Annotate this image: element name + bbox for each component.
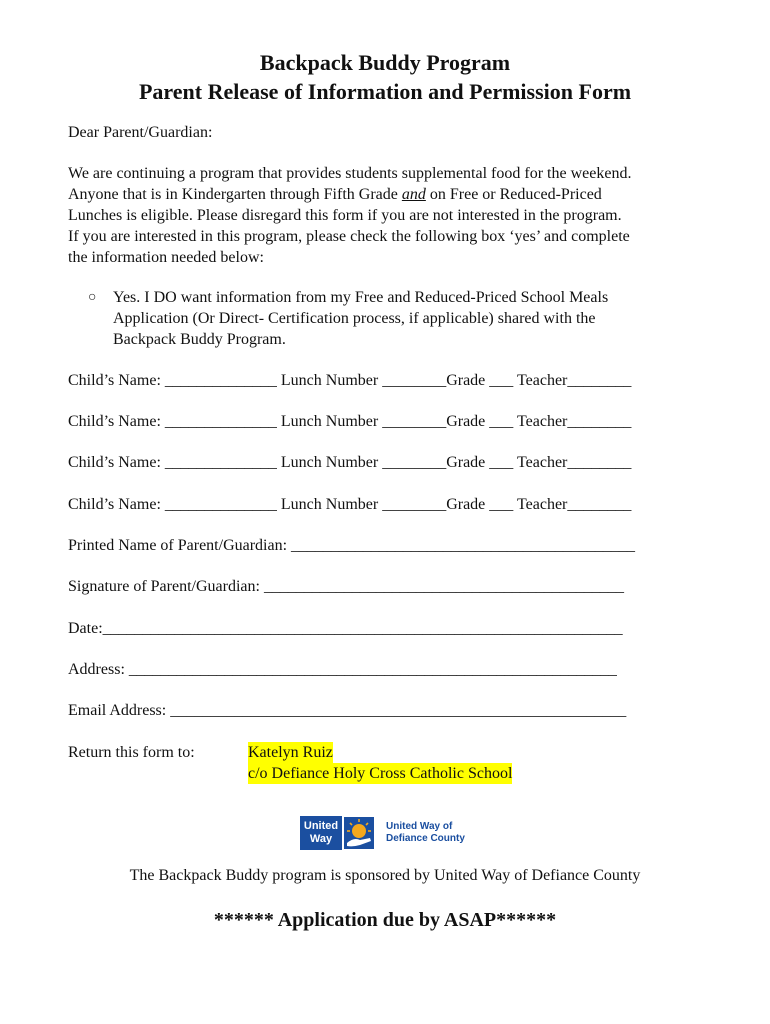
return-school: c/o Defiance Holy Cross Catholic School — [248, 765, 513, 782]
intro-paragraph — [68, 163, 631, 268]
signature-field[interactable]: Signature of Parent/Guardian: _____________________________________________ — [68, 578, 624, 595]
logo-word: Way — [309, 833, 333, 845]
child-row-2[interactable]: Child’s Name: ______________ Lunch Number ________Grade ___ Teacher________ — [68, 413, 632, 430]
return-address — [248, 742, 512, 784]
option-line: Yes. I DO want information from my Free and Reduced-Priced School Meals — [113, 289, 609, 306]
intro-line: the information needed below: — [68, 249, 264, 266]
child-row-1[interactable]: Child’s Name: ______________ Lunch Number ________Grade ___ Teacher________ — [68, 372, 632, 389]
child-row-4[interactable]: Child’s Name: ______________ Lunch Number ________Grade ___ Teacher________ — [68, 496, 632, 513]
return-name: Katelyn Ruiz — [248, 744, 333, 761]
due-notice: ****** Application due by ASAP****** — [213, 909, 557, 931]
intro-line — [68, 184, 631, 205]
email-field[interactable]: Email Address: _________________________________________________________ — [68, 702, 627, 719]
date-field[interactable]: Date:_________________________________________________________________ — [68, 620, 623, 637]
option-line: Backpack Buddy Program. — [113, 331, 286, 348]
logo-org-name — [386, 821, 465, 845]
child-row-3[interactable]: Child’s Name: ______________ Lunch Number ________Grade ___ Teacher________ — [68, 454, 632, 471]
sponsor-statement: The Backpack Buddy program is sponsored by United Way of Defiance County — [129, 867, 641, 884]
form-title: Backpack Buddy Program — [259, 50, 511, 75]
option-line: Application (Or Direct- Certification process, if applicable) shared with the — [113, 310, 596, 327]
united-way-logo — [300, 816, 480, 852]
intro-line: We are continuing a program that provides students supplemental food for the weekend. — [68, 165, 632, 182]
logo-org-line: United Way of — [386, 821, 453, 832]
greeting: Dear Parent/Guardian: — [68, 124, 213, 141]
intro-emphasis: and — [401, 186, 426, 203]
logo-org-line: Defiance County — [386, 833, 465, 844]
united-way-wordmark — [300, 816, 342, 850]
form-subtitle: Parent Release of Information and Permission Form — [138, 79, 632, 104]
intro-line: If you are interested in this program, please check the following box ‘yes’ and complete — [68, 228, 630, 245]
address-field[interactable]: Address: _____________________________________________________________ — [68, 661, 617, 678]
yes-option-text — [113, 287, 608, 350]
logo-word: United — [303, 820, 339, 832]
intro-line: Lunches is eligible. Please disregard this form if you are not interested in the program. — [68, 207, 622, 224]
hand-sun-icon — [344, 817, 374, 849]
intro-text: Anyone that is in Kindergarten through Fifth Grade — [68, 186, 402, 203]
printed-name-field[interactable]: Printed Name of Parent/Guardian: ___________________________________________ — [68, 537, 636, 554]
return-label: Return this form to: — [68, 744, 195, 761]
intro-text: on Free or Reduced-Priced — [425, 186, 602, 203]
checkbox-circle-icon[interactable]: ○ — [88, 290, 97, 305]
